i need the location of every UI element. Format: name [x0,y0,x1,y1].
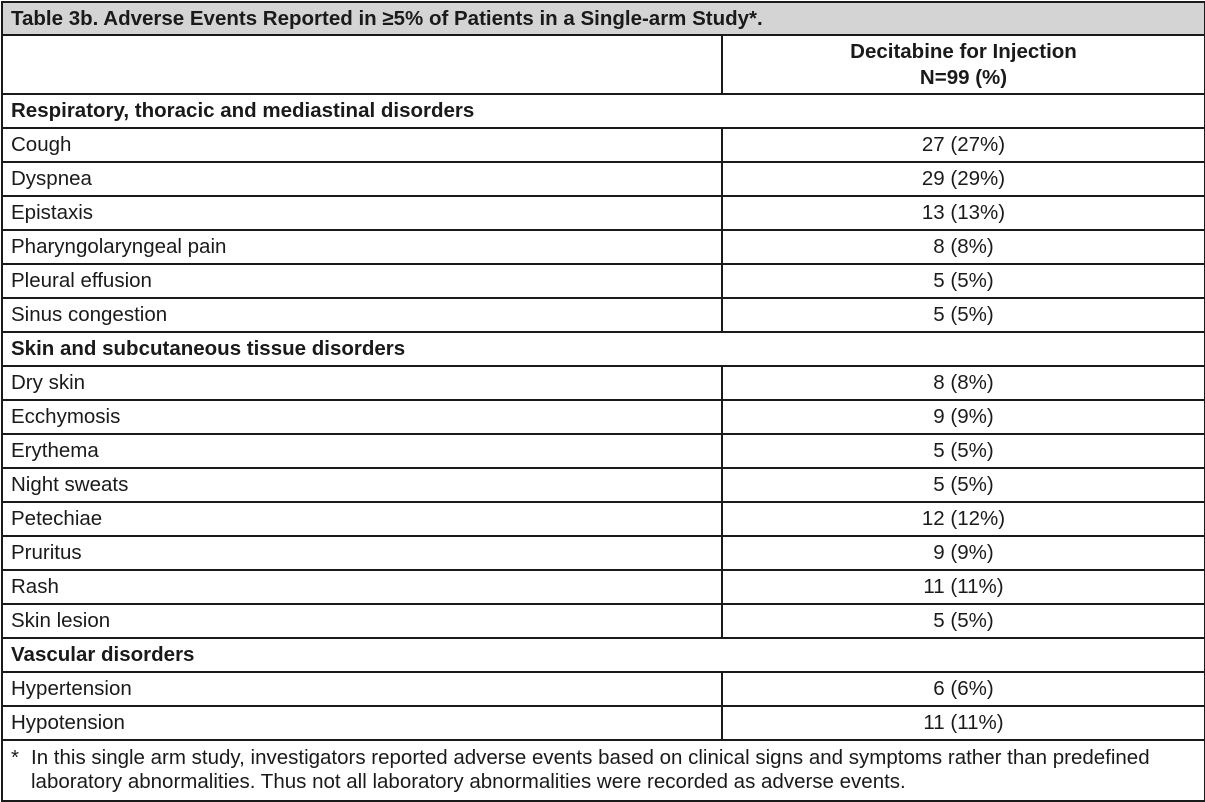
event-value: 5 (5%) [722,604,1205,638]
table-row [2,128,1205,162]
event-value: 5 (5%) [722,298,1205,332]
event-value: 11 (11%) [722,570,1205,604]
event-name: Ecchymosis [2,400,722,434]
event-name: Pleural effusion [2,264,722,298]
table-body [2,2,1205,801]
event-value: 8 (8%) [722,366,1205,400]
column-header-decitabine [722,35,1205,94]
event-value: 5 (5%) [722,468,1205,502]
table-row [2,672,1205,706]
table-row [2,366,1205,400]
event-value: 9 (9%) [722,400,1205,434]
footnote-text: In this single arm study, investigators reported adverse events based on clinical signs and symptoms rather than predefined laboratory abnormalities. Thus not all laboratory abnormalities were recorded as adverse events. [31,745,1150,793]
event-value: 12 (12%) [722,502,1205,536]
event-value: 11 (11%) [722,706,1205,740]
table-row [2,196,1205,230]
event-name: Night sweats [2,468,722,502]
category-label: Vascular disorders [2,638,1205,672]
column-header-line2: N=99 (%) [919,65,1008,89]
event-name: Pruritus [2,536,722,570]
event-name: Epistaxis [2,196,722,230]
event-value: 5 (5%) [722,264,1205,298]
event-value: 6 (6%) [722,672,1205,706]
category-row [2,332,1205,366]
column-header-row [2,35,1205,94]
event-name: Skin lesion [2,604,722,638]
event-name: Hypertension [2,672,722,706]
adverse-events-table [1,1,1205,802]
table-row [2,706,1205,740]
category-row [2,94,1205,128]
table-row [2,604,1205,638]
table-row [2,502,1205,536]
column-header-line1: Decitabine for Injection [850,39,1077,63]
event-value: 9 (9%) [722,536,1205,570]
table-title-row [2,2,1205,35]
event-name: Cough [2,128,722,162]
event-name: Dyspnea [2,162,722,196]
table-row [2,264,1205,298]
table-row [2,400,1205,434]
table-title: Table 3b. Adverse Events Reported in ≥5% of Patients in a Single-arm Study*. [2,2,1205,35]
event-value: 8 (8%) [722,230,1205,264]
event-name: Petechiae [2,502,722,536]
table-row [2,434,1205,468]
event-name: Pharyngolaryngeal pain [2,230,722,264]
footnote-row [2,740,1205,801]
event-name: Dry skin [2,366,722,400]
table-row [2,468,1205,502]
footnote [2,740,1205,801]
event-value: 5 (5%) [722,434,1205,468]
event-value: 27 (27%) [722,128,1205,162]
table-row [2,536,1205,570]
column-header-blank [2,35,722,94]
table-row [2,162,1205,196]
footnote-marker: * [11,745,19,769]
table-row [2,230,1205,264]
category-row [2,638,1205,672]
category-label: Skin and subcutaneous tissue disorders [2,332,1205,366]
table-row [2,298,1205,332]
event-name: Hypotension [2,706,722,740]
event-name: Rash [2,570,722,604]
table-row [2,570,1205,604]
event-name: Erythema [2,434,722,468]
category-label: Respiratory, thoracic and mediastinal disorders [2,94,1205,128]
footnote-wrap [11,746,1196,794]
event-value: 13 (13%) [722,196,1205,230]
event-value: 29 (29%) [722,162,1205,196]
event-name: Sinus congestion [2,298,722,332]
